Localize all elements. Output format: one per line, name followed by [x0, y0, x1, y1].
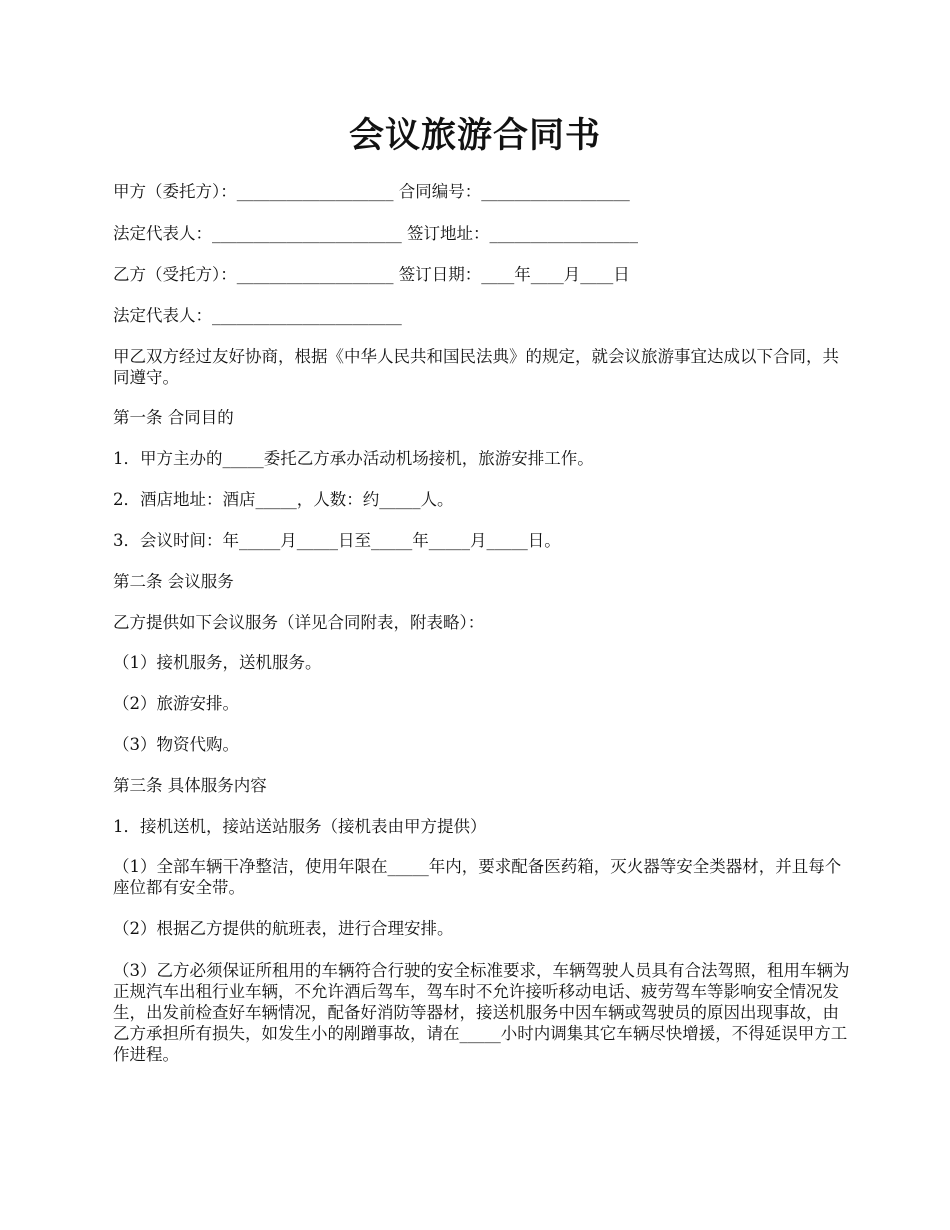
- article-3-paragraph-3: （3）乙方必须保证所租用的车辆符合行驶的安全标准要求，车辆驾驶人员具有合法驾照，租用车辆为正规汽车出租行业车辆，不允许酒后驾车，驾车时不允许接听移动电话、疲劳驾车等影响安全情况发生，出发前检查好车辆情况，配备好消防等器材，接送机服务中因车辆或驾驶员的原因出现事故，由乙方承担所有损失，如发生小的剐蹭事故，请在_____小时内调集其它车辆尽快增援，不得延误甲方工作进程。: [113, 961, 850, 1064]
- article-3-heading: 第三条 具体服务内容: [113, 776, 267, 795]
- article-2-item-2: （2）旅游安排。: [113, 694, 239, 713]
- article-3-paragraph-2: （2）根据乙方提供的航班表，进行合理安排。: [113, 919, 454, 938]
- article-3-subheading: 1．接机送机，接站送站服务（接机表由甲方提供）: [113, 817, 487, 836]
- party-b-representative-line: 法定代表人：_______________________: [113, 306, 402, 325]
- intro-paragraph: 甲乙双方经过友好协商，根据《中华人民共和国民法典》的规定，就会议旅游事宜达成以下合同，共同遵守。: [113, 347, 839, 387]
- article-1-item-2: 2．酒店地址：酒店_____，人数：约_____人。: [113, 490, 454, 509]
- article-1-item-1: 1．甲方主办的_____委托乙方承办活动机场接机，旅游安排工作。: [113, 449, 594, 468]
- party-a-representative-line: 法定代表人：_______________________ 签订地址：__________________: [113, 224, 638, 243]
- article-2-intro: 乙方提供如下会议服务（详见合同附表，附表略）：: [113, 613, 485, 632]
- article-2-heading: 第二条 会议服务: [113, 572, 234, 591]
- article-1-item-3: 3．会议时间：年_____月_____日至_____年_____月_____日。: [113, 531, 561, 550]
- article-2-item-1: （1）接机服务，送机服务。: [113, 653, 322, 672]
- article-2-item-3: （3）物资代购。: [113, 735, 239, 754]
- article-3-paragraph-1: （1）全部车辆干净整洁，使用年限在_____年内，要求配备医药箱，灭火器等安全类器材，并且每个座位都有安全带。: [113, 857, 842, 897]
- party-a-line: 甲方（委托方）：___________________ 合同编号：__________________: [113, 182, 630, 201]
- article-1-heading: 第一条 合同目的: [113, 408, 234, 427]
- party-b-line: 乙方（受托方）：___________________ 签订日期：____年____月____日: [113, 265, 630, 284]
- document-title: 会议旅游合同书: [348, 115, 601, 156]
